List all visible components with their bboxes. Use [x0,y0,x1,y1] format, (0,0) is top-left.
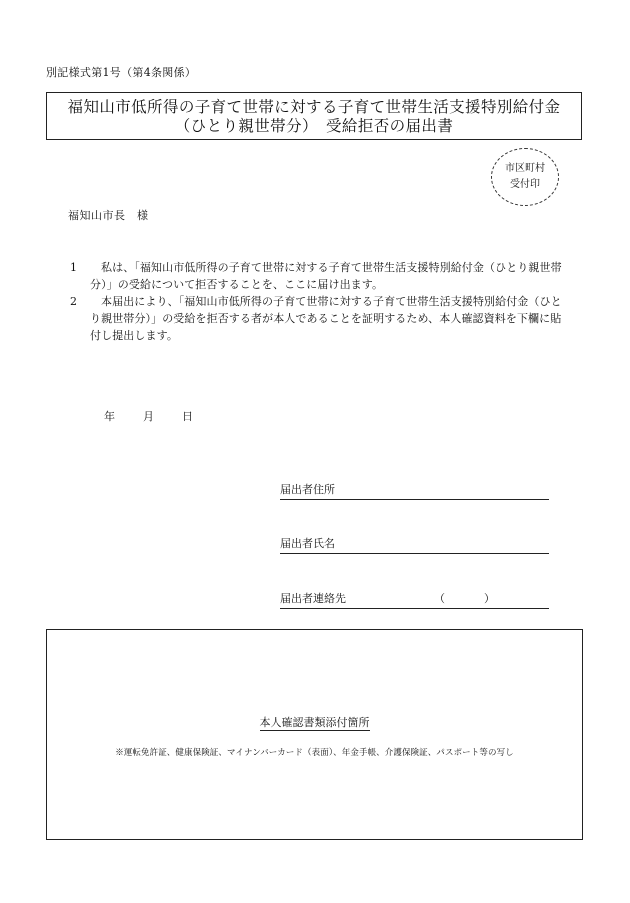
applicant-contact-field[interactable] [280,592,549,609]
id-attachment-heading [47,714,582,730]
date-row [104,408,193,424]
id-attachment-note: ※運転免許証、健康保険証、マイナンバーカード（表面）、年金手帳、介護保険証、パスポート等の写し [115,748,514,758]
clause-text: 本届出により、「福知山市低所得の子育て世帯に対する子育て世帯生活支援特別給付金（ひとり親世帯分）」の受給を拒否する者が本人であることを証明するため、本人確認資料を下欄に貼付し提出します。 [90,295,562,342]
id-document-attachment-area[interactable] [46,629,583,840]
stamp-label-line-2: 受付印 [510,179,540,190]
clause-item [70,259,566,293]
applicant-name-label: 届出者氏名 [280,537,335,550]
document-title-line-2: （ひとり親世帯分） 受給拒否の届出書 [174,117,454,135]
clause-item [70,293,566,344]
applicant-name-field[interactable] [280,537,549,554]
applicant-address-label: 届出者住所 [280,483,335,496]
contact-paren-close: ） [484,592,495,605]
reception-stamp-circle [491,148,559,206]
date-day-label: 日 [182,410,193,423]
document-title-line-1: 福知山市低所得の子育て世帯に対する子育て世帯生活支援特別給付金 [67,98,561,116]
contact-paren-open: （ [434,592,445,605]
clause-number: 1 [70,261,77,274]
form-number: 別記様式第1号（第4条関係） [46,66,197,79]
stamp-label-line-1: 市区町村 [505,163,545,174]
clause-number: 2 [70,295,77,308]
applicant-address-field[interactable] [280,483,549,500]
id-attachment-heading-text: 本人確認書類添付箇所 [259,716,370,729]
applicant-contact-label: 届出者連絡先 [280,592,346,605]
document-title-box [46,92,582,140]
addressee: 福知山市長 様 [68,209,149,222]
date-month-label: 月 [143,410,154,423]
date-year-label: 年 [104,410,115,423]
clause-text: 私は、「福知山市低所得の子育て世帯に対する子育て世帯生活支援特別給付金（ひとり親世帯分）」の受給について拒否することを、ここに届け出ます。 [90,261,562,291]
